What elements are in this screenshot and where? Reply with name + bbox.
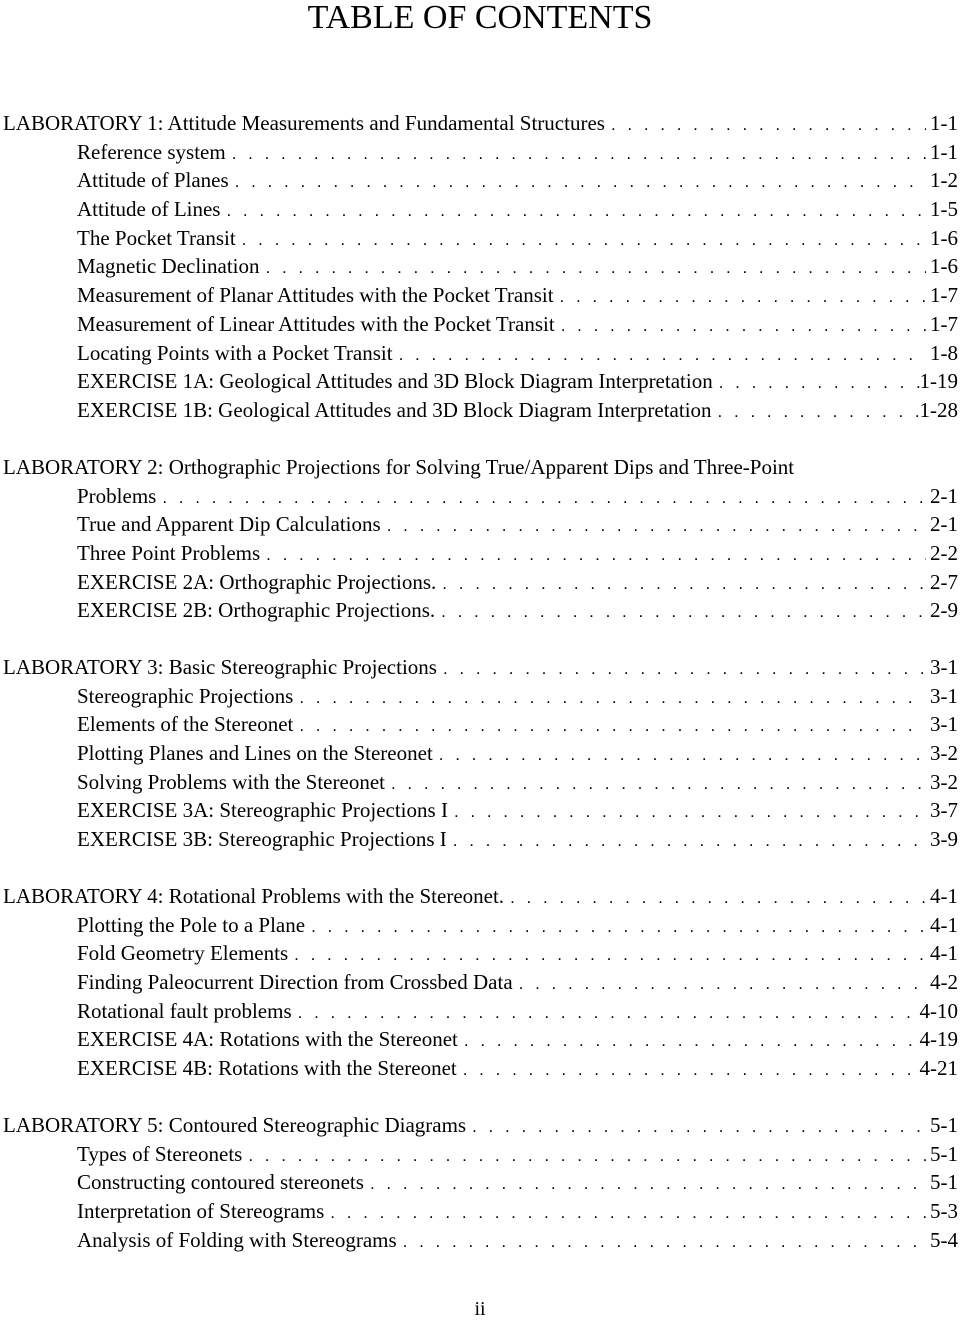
toc-entry[interactable]: [0, 710, 960, 739]
toc-entry[interactable]: [0, 682, 960, 711]
dot-leader: [229, 168, 926, 195]
dot-leader: [288, 941, 926, 968]
toc-entry[interactable]: [0, 768, 960, 797]
dot-leader: [513, 970, 926, 997]
lab5-section: [0, 1111, 960, 1254]
dot-leader: [260, 254, 926, 281]
dot-leader: [554, 283, 926, 310]
page-number: 1-28: [920, 396, 960, 425]
entry-title: The Pocket Transit: [77, 224, 236, 253]
toc-entry[interactable]: [0, 138, 960, 167]
page-number: 4-19: [920, 1025, 960, 1054]
page-number: 4-1: [926, 911, 960, 940]
entry-title: Solving Problems with the Stereonet: [77, 768, 385, 797]
page-number: 5-3: [926, 1197, 960, 1226]
entry-title: LABORATORY 2: Orthographic Projections for Solving True/Apparent Dips and Three-Point: [3, 453, 794, 482]
toc-entry[interactable]: [0, 1226, 960, 1255]
entry-title: EXERCISE 3B: Stereographic Projections I: [77, 825, 447, 854]
page-number: 5-1: [926, 1168, 960, 1197]
page-number: 3-9: [926, 825, 960, 854]
page-number: 2-9: [926, 596, 960, 625]
page-number: 4-21: [920, 1054, 960, 1083]
entry-title: EXERCISE 3A: Stereographic Projections I: [77, 796, 448, 825]
page-number: 3-1: [926, 682, 960, 711]
dot-leader: [436, 570, 926, 597]
entry-title: Measurement of Planar Attitudes with the Pocket Transit: [77, 281, 554, 310]
dot-leader: [156, 484, 926, 511]
entry-title: Locating Points with a Pocket Transit: [77, 339, 393, 368]
entry-title: Plotting Planes and Lines on the Stereonet: [77, 739, 433, 768]
page-number: 2-2: [926, 539, 960, 568]
dot-leader: [466, 1113, 926, 1140]
page-number: 2-1: [926, 510, 960, 539]
entry-title: Finding Paleocurrent Direction from Crossbed Data: [77, 968, 513, 997]
entry-title: EXERCISE 2B: Orthographic Projections.: [77, 596, 435, 625]
toc-entry[interactable]: [0, 195, 960, 224]
toc-entry-lab5[interactable]: [0, 1111, 960, 1140]
toc-entry[interactable]: [0, 339, 960, 368]
entry-title: Stereographic Projections: [77, 682, 293, 711]
page-number: 1-6: [926, 224, 960, 253]
toc-entry[interactable]: [0, 1054, 960, 1083]
toc-entry[interactable]: [0, 510, 960, 539]
entry-title: Measurement of Linear Attitudes with the Pocket Transit: [77, 310, 555, 339]
entry-title: Plotting the Pole to a Plane: [77, 911, 305, 940]
entry-title: Attitude of Lines: [77, 195, 220, 224]
entry-title: True and Apparent Dip Calculations: [77, 510, 381, 539]
page-number: 4-2: [926, 968, 960, 997]
dot-leader: [226, 140, 926, 167]
entry-title: Problems: [77, 482, 156, 511]
lab1-section: [0, 109, 960, 425]
dot-leader: [260, 541, 926, 568]
entry-title: Analysis of Folding with Stereograms: [77, 1226, 397, 1255]
entry-title: EXERCISE 2A: Orthographic Projections.: [77, 568, 436, 597]
lab3-section: [0, 653, 960, 854]
dot-leader: [242, 1142, 926, 1169]
entry-title: Elements of the Stereonet: [77, 710, 293, 739]
toc-entry[interactable]: [0, 825, 960, 854]
entry-title: LABORATORY 3: Basic Stereographic Projections: [3, 653, 437, 682]
entry-title: Fold Geometry Elements: [77, 939, 288, 968]
toc-entry[interactable]: [0, 568, 960, 597]
toc-entry[interactable]: [0, 166, 960, 195]
toc-entry[interactable]: [0, 367, 960, 396]
toc-entry[interactable]: [0, 596, 960, 625]
entry-title: LABORATORY 1: Attitude Measurements and Fundamental Structures: [3, 109, 605, 138]
page-number: 5-4: [926, 1226, 960, 1255]
dot-leader: [236, 226, 926, 253]
page-number: 1-1: [926, 109, 960, 138]
dot-leader: [457, 1056, 920, 1083]
entry-title: Types of Stereonets: [77, 1140, 242, 1169]
dot-leader: [305, 913, 926, 940]
page-number: 2-1: [926, 482, 960, 511]
entry-title: Constructing contoured stereonets: [77, 1168, 364, 1197]
toc-entry[interactable]: [0, 911, 960, 940]
toc-entry[interactable]: [0, 252, 960, 281]
toc-entry-lab3[interactable]: [0, 653, 960, 682]
page-number: 1-7: [926, 310, 960, 339]
dot-leader: [712, 398, 920, 425]
entry-title: EXERCISE 1A: Geological Attitudes and 3D Block Diagram Interpretation: [77, 367, 713, 396]
page-footer-number: ii: [0, 1298, 960, 1320]
page-title: TABLE OF CONTENTS: [0, 0, 960, 40]
dot-leader: [293, 684, 926, 711]
dot-leader: [458, 1027, 920, 1054]
page-number: 5-1: [926, 1111, 960, 1140]
entry-title: Magnetic Declination: [77, 252, 260, 281]
toc-entry[interactable]: [0, 539, 960, 568]
toc-entry[interactable]: [0, 968, 960, 997]
entry-title: EXERCISE 4B: Rotations with the Stereonet: [77, 1054, 457, 1083]
entry-title: Reference system: [77, 138, 226, 167]
page-number: 2-7: [926, 568, 960, 597]
page-number: 1-19: [920, 367, 960, 396]
entry-title: Attitude of Planes: [77, 166, 229, 195]
page-number: 3-1: [926, 710, 960, 739]
toc-entry[interactable]: [0, 997, 960, 1026]
entry-title: EXERCISE 4A: Rotations with the Stereonet: [77, 1025, 458, 1054]
dot-leader: [504, 884, 926, 911]
page-number: 1-2: [926, 166, 960, 195]
entry-title: Three Point Problems: [77, 539, 260, 568]
dot-leader: [605, 111, 926, 138]
dot-leader: [435, 598, 926, 625]
dot-leader: [397, 1228, 926, 1255]
toc-entry-lab2-line2[interactable]: [0, 482, 960, 511]
entry-title: EXERCISE 1B: Geological Attitudes and 3D Block Diagram Interpretation: [77, 396, 712, 425]
toc-entry[interactable]: [0, 396, 960, 425]
toc-entry[interactable]: [0, 939, 960, 968]
dot-leader: [293, 712, 926, 739]
dot-leader: [447, 827, 926, 854]
page-number: 3-2: [926, 768, 960, 797]
dot-leader: [393, 341, 926, 368]
dot-leader: [437, 655, 926, 682]
page-number: 5-1: [926, 1140, 960, 1169]
toc-entry[interactable]: [0, 281, 960, 310]
page-number: 3-2: [926, 739, 960, 768]
toc-entry[interactable]: [0, 310, 960, 339]
entry-title: Interpretation of Stereograms: [77, 1197, 324, 1226]
page-number: 1-7: [926, 281, 960, 310]
dot-leader: [448, 798, 926, 825]
dot-leader: [292, 999, 920, 1026]
dot-leader: [324, 1199, 926, 1226]
dot-leader: [433, 741, 926, 768]
toc-entry-lab2-line1[interactable]: [0, 453, 960, 482]
entry-title: LABORATORY 4: Rotational Problems with the Stereonet.: [3, 882, 504, 911]
lab2-section: [0, 453, 960, 625]
page-number: 1-8: [926, 339, 960, 368]
lab4-section: [0, 882, 960, 1083]
dot-leader: [713, 369, 920, 396]
page-number: 3-7: [926, 796, 960, 825]
page-number: 4-1: [926, 939, 960, 968]
dot-leader: [385, 770, 926, 797]
entry-title: LABORATORY 5: Contoured Stereographic Diagrams: [3, 1111, 466, 1140]
dot-leader: [555, 312, 926, 339]
toc-entry[interactable]: [0, 1197, 960, 1226]
dot-leader: [364, 1170, 926, 1197]
page-number: 1-6: [926, 252, 960, 281]
toc-entry[interactable]: [0, 1140, 960, 1169]
toc-entry[interactable]: [0, 1025, 960, 1054]
page-number: 1-1: [926, 138, 960, 167]
page-number: 4-1: [926, 882, 960, 911]
entry-title: Rotational fault problems: [77, 997, 292, 1026]
page-number: 1-5: [926, 195, 960, 224]
toc-entry[interactable]: [0, 739, 960, 768]
page-number: 4-10: [920, 997, 960, 1026]
dot-leader: [220, 197, 926, 224]
toc-entry-lab4[interactable]: [0, 882, 960, 911]
toc-entry[interactable]: [0, 796, 960, 825]
dot-leader: [381, 512, 926, 539]
page-number: 3-1: [926, 653, 960, 682]
toc-entry[interactable]: [0, 1168, 960, 1197]
toc-entry-lab1[interactable]: [0, 109, 960, 138]
toc-entry[interactable]: [0, 224, 960, 253]
